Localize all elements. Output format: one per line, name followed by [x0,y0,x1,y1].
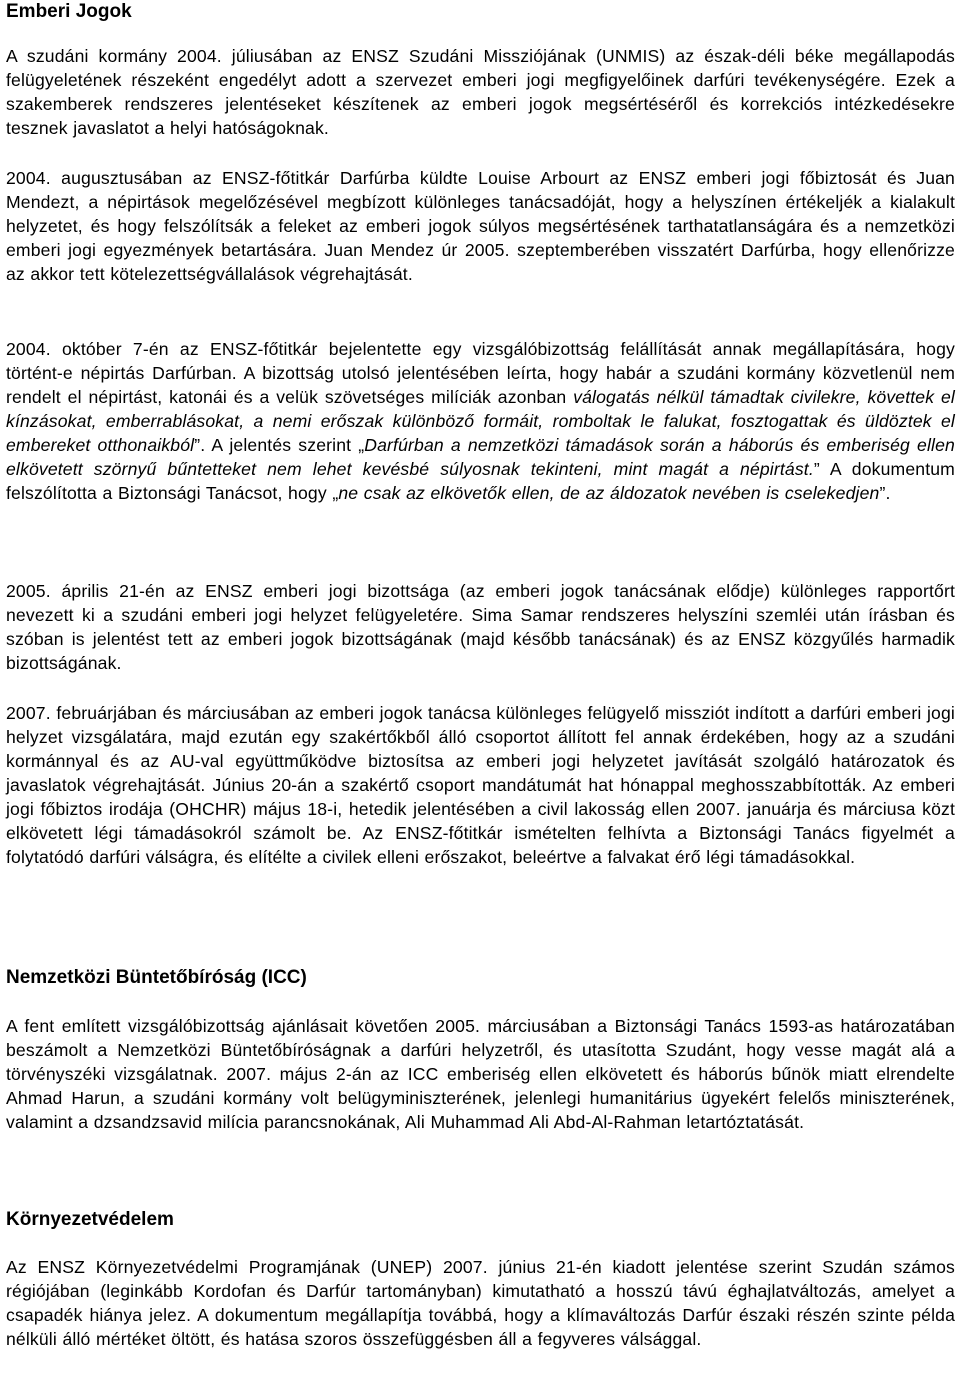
paragraph-text: A szudáni kormány 2004. júliusában az ENSZ Szudáni Missziójának (UNMIS) az észak-déli béke megállapodás felügyeletének részeként engedélyt adott a szervezet emberi jogi megfigyelőinek darfúri tevékenységére. Ezek a szakemberek rendszeres jelentéseket készítenek az emberi jogok megsértéséről és korrekciós intézkedésekre tesznek javaslatot a helyi hatóságoknak. [6,46,955,138]
quote-text: ne csak az elkövetők ellen, de az áldozatok nevében is cselekedjen [338,483,880,503]
paragraph-text: 2007. februárjában és márciusában az emberi jogok tanácsa különleges felügyelő missziót indított a darfúri emberi jogi helyzet vizsgálatára, majd ezután egy szakértőkből álló csoportot állított fel annak érdekében, hogy az a szudáni kormánnyal és az AU-val együttműködve biztosítsa az emberi jogi helyzetet javítását szolgáló határozatok és javaslatok végrehajtását. Június 20-án a szakértő csoport mandátumát hat hónappal meghosszabbították. Az emberi jogi főbiztos irodája (OHCHR) május 18-i, hetedik jelentésében a civil lakosság ellen 2007. januárja és márciusa közt elkövetett légi támadásokról számolt be. Az ENSZ-főtitkár ismételten felhívta a Biztonsági Tanács figyelmét a folytatódó darfúri válságra, és elítélte a civilek elleni erőszakot, beleértve a falvakat érő légi támadásokkal. [6,703,955,867]
section-title-human-rights: Emberi Jogok [6,1,132,22]
paragraph-text: 2005. április 21-én az ENSZ emberi jogi bizottsága (az emberi jogok tanácsának elődje) különleges rapportőrt nevezett ki a szudáni emberi jogi helyzet felügyeletére. Sima Samar rendszeres helyszíni szemléi után írásban és szóban is jelentést tett az emberi jogok bizottságának (majd később tanácsának) és az ENSZ közgyűlés harmadik bizottságának. [6,581,955,673]
paragraph [6,579,955,675]
section-title-environment: Környezetvédelem [6,1209,174,1230]
quote-text: válogatás nélkül támadtak civilekre, követtek el kínzásokat, emberrablásokat, a nemi erőszak különböző formáit, romboltak le falukat, fosztogattak és üldöztek el embereket otthonaikból [6,387,955,455]
paragraph-text: ”. A jelentés szerint „ [194,435,365,455]
paragraph [6,44,955,140]
paragraph-text: ”. [879,483,891,503]
paragraph-text: 2004. augusztusában az ENSZ-főtitkár Darfúrba küldte Louise Arbourt az ENSZ emberi jogi főbiztosát és Juan Mendezt, a népirtások megelőzésével megbízott különleges tanácsadóját, hogy a helyszínen értékeljék a kialakult helyzetet, és hogy felszólítsák a feleket az emberi jogok súlyos megsértésének tarthatatlanságára és a nemzetközi emberi jogi egyezmények betartására. Juan Mendez úr 2005. szeptemberében visszatért Darfúrba, hogy ellenőrizze az akkor tett kötelezettségvállalások végrehajtását. [6,168,955,284]
paragraph [6,166,955,286]
paragraph [6,701,955,869]
paragraph [6,1014,955,1134]
paragraph [6,1255,955,1351]
paragraph-text: Az ENSZ Környezetvédelmi Programjának (UNEP) 2007. június 21-én kiadott jelentése szerint Szudán számos régiójában (leginkább Kordofan és Darfúr tartományban) kimutatható a hosszú távú éghajlatváltozás, amelyet a csapadék hiánya jelez. A dokumentum megállapítja továbbá, hogy a klímaváltozás Darfúr északi részén szinte példa nélküli álló mértéket öltött, és hatása szoros összefüggésben áll a fegyveres válsággal. [6,1257,955,1349]
paragraph-text: A fent említett vizsgálóbizottság ajánlásait követően 2005. márciusában a Biztonsági Tanács 1593-as határozatában beszámolt a Nemzetközi Büntetőbíróságnak a darfúri helyzetről, és utasította Szudánt, hogy vesse magát alá a törvényszéki vizsgálatnak. 2007. május 2-án az ICC emberiség ellen elkövetett és háborús bűnök miatt elrendelte Ahmad Harun, a szudáni kormány volt belügyminiszterének, jelenlegi humanitárius ügyekért felelős miniszterének, valamint a dzsandzsavid milícia parancsnokának, Ali Muhammad Ali Abd-Al-Rahman letartóztatását. [6,1016,955,1132]
section-title-icc: Nemzetközi Büntetőbíróság (ICC) [6,967,307,988]
paragraph-text: ” A dokumentum felszólította a Biztonsági Tanácsot, hogy „ [6,459,955,503]
paragraph-text: 2004. október 7-én az ENSZ-főtitkár bejelentette egy vizsgálóbizottság felállítását annak megállapítására, hogy történt-e népirtás Darfúrban. A bizottság utolsó jelentésében leírta, hogy habár a szudáni kormány közvetlenül nem rendelt el népirtást, katonái és a velük szövetséges milíciák azonban [6,339,955,407]
quote-text: Darfúrban a nemzetközi támadások során a háborús és emberiség ellen elkövetett szörnyű bűntetteket nem lehet kevésbé súlyosnak tekinteni, mint magát a népirtást. [6,435,955,479]
paragraph [6,337,955,505]
